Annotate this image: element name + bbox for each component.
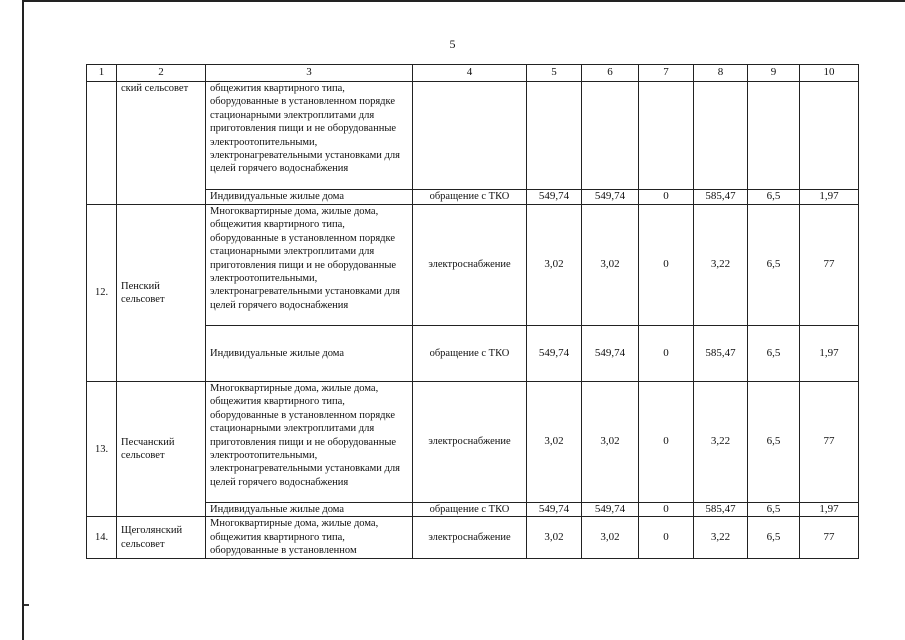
value-cell: 549,74 <box>527 503 582 517</box>
value-cell: 3,22 <box>694 517 748 558</box>
housing-category: Многоквартирные дома, жилые дома, общежития квартирного типа, оборудованные в установленном порядке стационарными электроплитами для приготовления пищи и не оборудованные электроотопительными, электронагревательными установками для целей горячего водоснабжения <box>206 205 413 326</box>
table-row <box>87 205 859 326</box>
tariff-table <box>86 64 859 559</box>
scan-border-left <box>22 0 24 640</box>
municipality-name: Пенский сельсовет <box>117 205 206 382</box>
col-header: 10 <box>800 65 859 82</box>
service-cell: обращение с ТКО <box>413 190 527 205</box>
value-cell: 77 <box>800 205 859 326</box>
value-cell: 6,5 <box>748 517 800 558</box>
scan-speck <box>24 604 29 606</box>
housing-category: Многоквартирные дома, жилые дома, общежития квартирного типа, оборудованные в установленном порядке стационарными электроплитами для приготовления пищи и не оборудованные электроотопительными, электронагревательными установками для целей горячего водоснабжения <box>206 382 413 503</box>
value-cell: 1,97 <box>800 190 859 205</box>
value-cell: 6,5 <box>748 382 800 503</box>
municipality-name: ский сельсовет <box>117 82 206 205</box>
housing-category: Индивидуальные жилые дома <box>206 326 413 382</box>
col-header: 7 <box>639 65 694 82</box>
table-row <box>87 82 859 190</box>
col-header: 4 <box>413 65 527 82</box>
col-header: 9 <box>748 65 800 82</box>
service-cell: электроснабжение <box>413 205 527 326</box>
value-cell <box>582 82 639 190</box>
value-cell <box>800 82 859 190</box>
value-cell: 0 <box>639 326 694 382</box>
value-cell: 0 <box>639 517 694 558</box>
value-cell: 3,02 <box>582 517 639 558</box>
col-header: 3 <box>206 65 413 82</box>
value-cell: 549,74 <box>582 190 639 205</box>
table-row <box>87 382 859 503</box>
value-cell: 549,74 <box>527 190 582 205</box>
service-cell <box>413 82 527 190</box>
col-header: 2 <box>117 65 206 82</box>
col-header: 6 <box>582 65 639 82</box>
value-cell: 6,5 <box>748 190 800 205</box>
housing-category: Индивидуальные жилые дома <box>206 503 413 517</box>
service-cell: обращение с ТКО <box>413 326 527 382</box>
value-cell: 77 <box>800 517 859 558</box>
municipality-name: Песчанский сельсовет <box>117 382 206 517</box>
col-header: 8 <box>694 65 748 82</box>
value-cell <box>694 82 748 190</box>
value-cell: 0 <box>639 190 694 205</box>
col-header: 1 <box>87 65 117 82</box>
value-cell: 3,02 <box>582 205 639 326</box>
service-cell: обращение с ТКО <box>413 503 527 517</box>
value-cell: 1,97 <box>800 326 859 382</box>
municipality-name: Щеголянский сельсовет <box>117 517 206 558</box>
table-row <box>87 517 859 558</box>
scan-border-top <box>22 0 905 2</box>
value-cell: 3,02 <box>527 382 582 503</box>
value-cell: 0 <box>639 205 694 326</box>
value-cell: 3,22 <box>694 382 748 503</box>
value-cell <box>639 82 694 190</box>
value-cell: 1,97 <box>800 503 859 517</box>
value-cell: 6,5 <box>748 503 800 517</box>
value-cell: 3,22 <box>694 205 748 326</box>
col-header: 5 <box>527 65 582 82</box>
value-cell: 6,5 <box>748 205 800 326</box>
value-cell: 585,47 <box>694 190 748 205</box>
row-number <box>87 82 117 205</box>
value-cell <box>748 82 800 190</box>
value-cell: 549,74 <box>582 326 639 382</box>
value-cell: 0 <box>639 382 694 503</box>
service-cell: электроснабжение <box>413 517 527 558</box>
header-row <box>87 65 859 82</box>
row-number: 13. <box>87 382 117 517</box>
value-cell: 585,47 <box>694 503 748 517</box>
housing-category: Индивидуальные жилые дома <box>206 190 413 205</box>
row-number: 12. <box>87 205 117 382</box>
value-cell: 6,5 <box>748 326 800 382</box>
value-cell: 3,02 <box>527 205 582 326</box>
service-cell: электроснабжение <box>413 382 527 503</box>
value-cell: 549,74 <box>582 503 639 517</box>
value-cell <box>527 82 582 190</box>
value-cell: 3,02 <box>582 382 639 503</box>
housing-category: общежития квартирного типа, оборудованные в установленном порядке стационарными электроплитами для приготовления пищи и не оборудованные электроотопительными, электронагревательными установками для целей горячего водоснабжения <box>206 82 413 190</box>
value-cell: 585,47 <box>694 326 748 382</box>
value-cell: 549,74 <box>527 326 582 382</box>
page-number: 5 <box>449 37 456 51</box>
housing-category: Многоквартирные дома, жилые дома, общежития квартирного типа, оборудованные в установленном <box>206 517 413 558</box>
value-cell: 0 <box>639 503 694 517</box>
value-cell: 77 <box>800 382 859 503</box>
value-cell: 3,02 <box>527 517 582 558</box>
row-number: 14. <box>87 517 117 558</box>
